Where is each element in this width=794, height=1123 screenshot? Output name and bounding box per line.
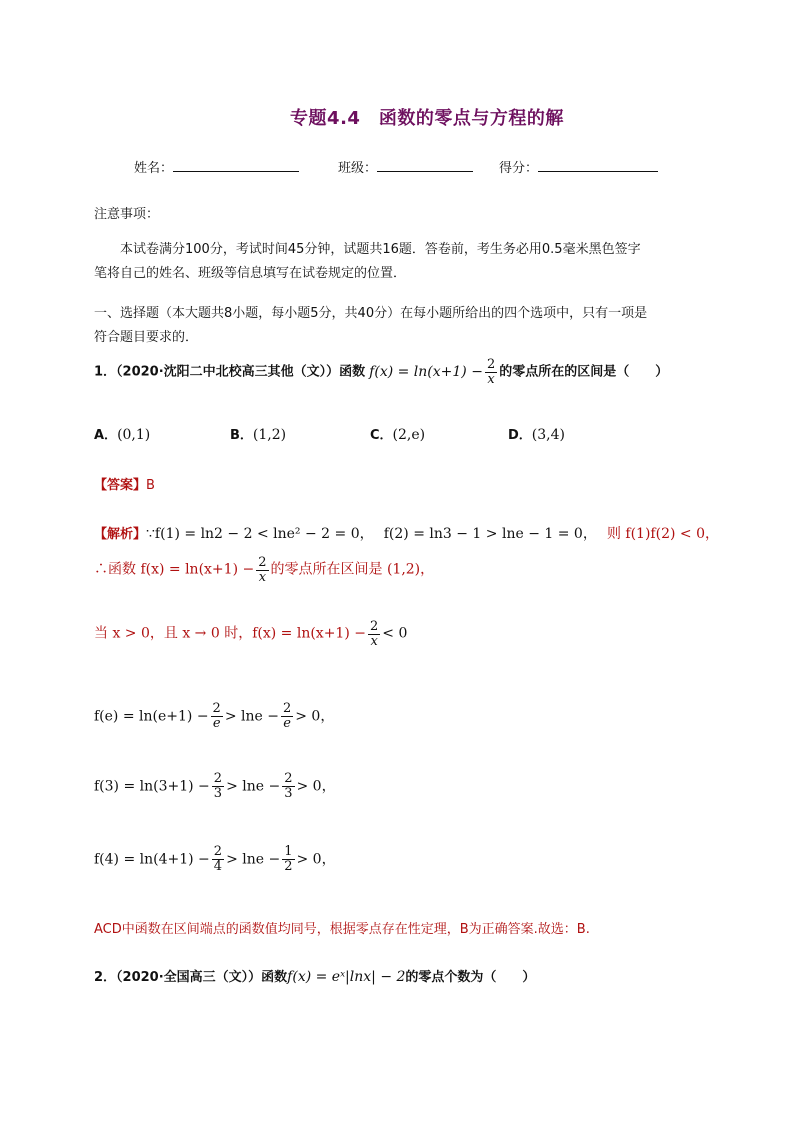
q2-func: f(x) = eˣ|lnx| − 2 bbox=[287, 969, 406, 985]
score-field[interactable] bbox=[499, 157, 658, 176]
page-title: 专题4.4 函数的零点与方程的解 bbox=[290, 108, 564, 129]
q1-suffix: 的零点所在的区间是（ ） bbox=[499, 364, 669, 380]
class-field[interactable] bbox=[338, 157, 473, 176]
name-blank[interactable] bbox=[173, 159, 299, 172]
analysis-line3: 当 x > 0，且 x → 0 时，f(x) = ln(x+1) − $\frac{2}{x}$ < 0 bbox=[94, 619, 408, 649]
class-label: 班级： bbox=[338, 161, 378, 176]
q1-prefix: 1．（2020·沈阳二中北校高三其他（文））函数 bbox=[94, 364, 366, 380]
name-field[interactable] bbox=[134, 157, 299, 176]
q1-fraction: $\frac{2}{x}$ bbox=[486, 357, 496, 387]
score-label: 得分： bbox=[499, 161, 539, 176]
answer bbox=[94, 474, 155, 493]
section1-line2: 符合题目要求的． bbox=[94, 330, 199, 345]
q2-suffix: 的零点个数为（ ） bbox=[405, 970, 536, 985]
question-1 bbox=[94, 358, 668, 386]
q1-func: f(x) = ln(x+1) − bbox=[369, 363, 483, 380]
notice-heading: 注意事项： bbox=[94, 207, 160, 222]
answer-tag: 【答案】 bbox=[94, 478, 147, 493]
analysis-line2: ∴函数 f(x) = ln(x+1) − $\frac{2}{x}$ 的零点所在区间是 (1,2)， bbox=[94, 555, 435, 585]
option-a[interactable]: A．(0,1) bbox=[94, 427, 151, 443]
name-label: 姓名： bbox=[134, 161, 174, 176]
analysis-line1: 【解析】∵f(1) = ln2 − 2 < lne² − 2 = 0， f(2) = ln3 − 1 > lne − 1 = 0， 则 f(1)f(2) < 0， bbox=[94, 526, 719, 542]
notice-line1: 本试卷满分100分，考试时间45分钟，试题共16题．答卷前，考生务必用0.5毫米黑色签字 bbox=[120, 242, 641, 257]
score-blank[interactable] bbox=[538, 159, 658, 172]
question-2 bbox=[94, 966, 535, 985]
answer-value: B bbox=[146, 478, 155, 493]
analysis-tag: 【解析】 bbox=[94, 527, 147, 542]
class-blank[interactable] bbox=[377, 159, 473, 172]
q2-prefix: 2．（2020·全国高三（文））函数 bbox=[94, 970, 288, 985]
equation-f-3: f(3) = ln(3+1) − $\frac{2}{3}$ > lne − $\frac{2}{3}$ > 0， bbox=[94, 771, 336, 801]
notice-line2: 笔将自己的姓名、班级等信息填写在试卷规定的位置． bbox=[94, 266, 407, 281]
section1-line1: 一、选择题（本大题共8小题，每小题5分，共40分）在每小题所给出的四个选项中，只有一项是 bbox=[94, 306, 648, 321]
option-d[interactable]: D．(3,4) bbox=[508, 427, 565, 443]
equation-f-e: f(e) = ln(e+1) − $\frac{2}{e}$ > lne − $\frac{2}{e}$ > 0， bbox=[94, 701, 335, 731]
option-b[interactable]: B．(1,2) bbox=[230, 427, 287, 443]
conclusion: ACD中函数在区间端点的函数值均同号，根据零点存在性定理，B为正确答案.故选：B. bbox=[94, 922, 590, 937]
option-c[interactable]: C．(2,e) bbox=[370, 427, 426, 443]
equation-f-4: f(4) = ln(4+1) − $\frac{2}{4}$ > lne − $\frac{1}{2}$ > 0， bbox=[94, 844, 336, 874]
